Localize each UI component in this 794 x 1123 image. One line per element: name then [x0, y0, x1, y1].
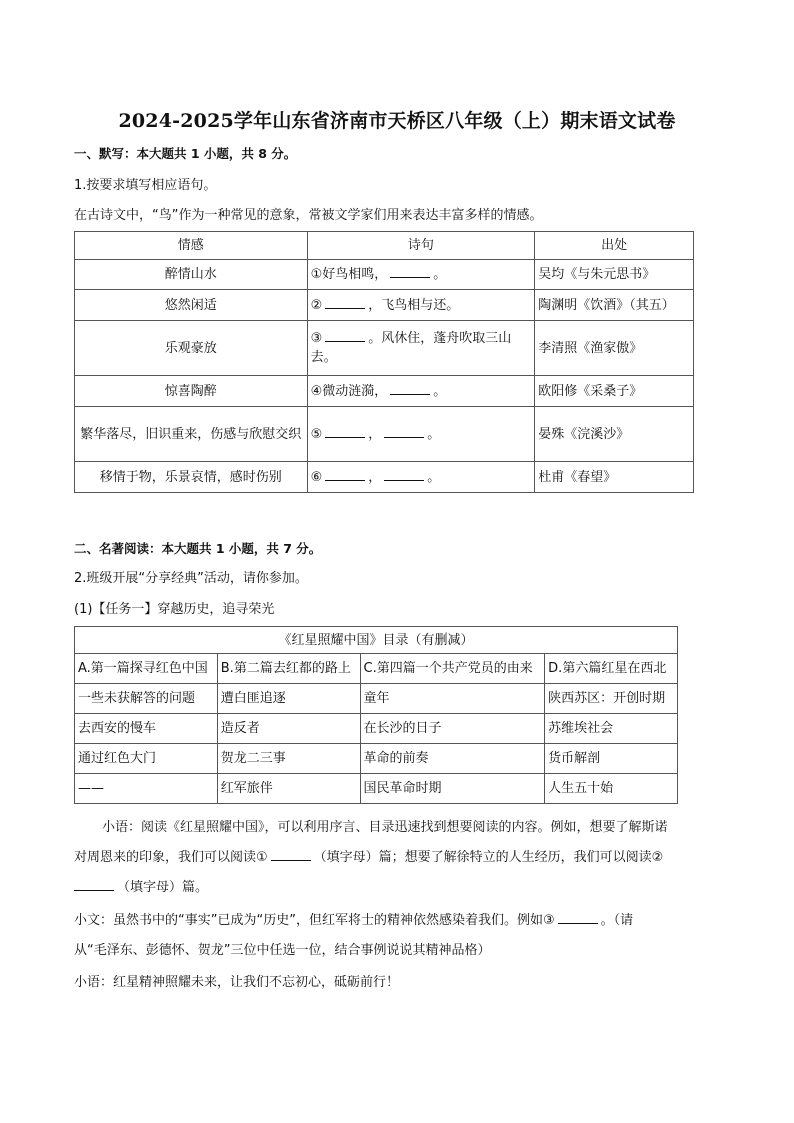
emotion-cell: 醉情山水 — [75, 260, 308, 290]
contents-cell: 一些未获解答的问题 — [75, 684, 218, 714]
contents-header: A.第一篇探寻红色中国 — [75, 654, 218, 684]
verse-text: 。 — [427, 426, 441, 442]
xiaoyu-paragraph-line-2 — [74, 848, 663, 868]
xiaoyu-text: （填字母）篇；想要了解徐特立的人生经历，我们可以阅读② — [313, 850, 664, 865]
xiaoyu-text: 对周恩来的印象，我们可以阅读① — [74, 850, 268, 865]
answer-blank-2[interactable] — [74, 878, 114, 891]
verse-text: 。 — [433, 383, 447, 399]
emotion-cell: 繁华落尽，旧识重来，伤感与欣慰交织 — [75, 407, 308, 462]
contents-cell: 革命的前奏 — [360, 744, 545, 774]
contents-cell: 造反者 — [217, 714, 360, 744]
verse-cell — [307, 290, 535, 321]
xiaowen-text: 。（请 — [600, 913, 634, 928]
contents-header: C.第四篇一个共产党员的由来 — [360, 654, 545, 684]
contents-header: D.第六篇红星在西北 — [545, 654, 678, 684]
answer-blank[interactable] — [325, 468, 365, 481]
contents-cell: 童年 — [360, 684, 545, 714]
contents-cell: 货币解剖 — [545, 744, 678, 774]
answer-blank[interactable] — [384, 425, 424, 438]
xiaoyu-paragraph-line-1: 小语：阅读《红星照耀中国》，可以利用序言、目录迅速找到想要阅读的内容。例如，想要了解斯诺 — [102, 820, 668, 835]
contents-cell: 苏维埃社会 — [545, 714, 678, 744]
emotion-cell: 移情于物，乐景哀情，感时伤别 — [75, 462, 308, 493]
contents-cell: 陕西苏区：开创时期 — [545, 684, 678, 714]
verse-text: 。 — [433, 267, 447, 282]
xiaowen-paragraph-line-1 — [74, 911, 633, 931]
verse-text: ， — [368, 469, 382, 485]
source-cell: 李清照《渔家傲》 — [535, 321, 694, 376]
source-cell: 晏殊《浣溪沙》 — [535, 407, 694, 462]
source-cell: 陶渊明《饮酒》（其五） — [535, 290, 694, 321]
verse-text: ② — [310, 297, 323, 313]
answer-blank[interactable] — [390, 382, 430, 395]
xiaowen-text: 小文：虽然书中的“事实”已成为“历史”，但红军将士的精神依然感染着我们。例如③ — [74, 913, 555, 928]
source-cell: 吴均《与朱元思书》 — [535, 260, 694, 290]
verse-text: ，飞鸟相与还。 — [368, 297, 460, 313]
xiaoyu-closing: 小语：红星精神照耀未来，让我们不忘初心，砥砺前行！ — [74, 975, 400, 990]
verse-text: ④微动涟漪， — [310, 383, 388, 399]
question-2-prompt: 2.班级开展“分享经典”活动，请你参加。 — [74, 571, 308, 586]
contents-cell: 红军旅伴 — [217, 774, 360, 804]
question-1-intro: 在古诗文中，“鸟”作为一种常见的意象，常被文学家们用来表达丰富多样的情感。 — [74, 208, 543, 223]
verse-text: ①好鸟相鸣， — [310, 267, 388, 282]
task-1-heading: (1)【任务一】穿越历史，追寻荣光 — [74, 602, 275, 617]
emotion-cell: 乐观豪放 — [75, 321, 308, 376]
header-emotion: 情感 — [75, 232, 308, 260]
verse-text: ， — [368, 426, 382, 442]
contents-cell: 在长沙的日子 — [360, 714, 545, 744]
emotion-cell: 悠然闲适 — [75, 290, 308, 321]
answer-blank[interactable] — [325, 425, 365, 438]
contents-cell: 人生五十始 — [545, 774, 678, 804]
contents-cell: 国民革命时期 — [360, 774, 545, 804]
question-1-prompt: 1.按要求填写相应语句。 — [74, 178, 217, 193]
xiaoyu-text: （填字母）篇。 — [117, 880, 209, 895]
contents-cell: —— — [75, 774, 218, 804]
answer-blank-1[interactable] — [271, 848, 311, 861]
verse-text: 。 — [427, 469, 441, 485]
contents-cell: 去西安的慢车 — [75, 714, 218, 744]
answer-blank[interactable] — [384, 468, 424, 481]
verse-text: ③ — [310, 331, 323, 346]
xiaoyu-paragraph-line-3 — [74, 878, 208, 898]
header-source: 出处 — [535, 232, 694, 260]
answer-blank[interactable] — [325, 329, 365, 342]
verse-cell — [307, 376, 535, 407]
exam-title: 2024-2025学年山东省济南市天桥区八年级（上）期末语文试卷 — [118, 110, 676, 132]
verse-cell — [307, 321, 535, 376]
verse-cell — [307, 462, 535, 493]
verse-cell — [307, 260, 535, 290]
answer-blank[interactable] — [325, 296, 365, 309]
contents-table — [74, 626, 678, 804]
verse-text: ⑥ — [310, 469, 323, 485]
emotion-cell: 惊喜陶醉 — [75, 376, 308, 407]
answer-blank[interactable] — [390, 265, 430, 278]
poetry-table — [74, 231, 694, 493]
contents-cell: 遭白匪追逐 — [217, 684, 360, 714]
section-2-heading: 二、名著阅读：本大题共 1 小题，共 7 分。 — [74, 541, 322, 556]
section-1-heading: 一、默写：本大题共 1 小题，共 8 分。 — [74, 146, 297, 161]
answer-blank-3[interactable] — [558, 911, 598, 924]
contents-cell: 贺龙二三事 — [217, 744, 360, 774]
verse-cell — [307, 407, 535, 462]
verse-text: ⑤ — [310, 426, 323, 442]
contents-header: B.第二篇去红都的路上 — [217, 654, 360, 684]
source-cell: 杜甫《春望》 — [535, 462, 694, 493]
xiaowen-paragraph-line-2: 从“毛泽东、彭德怀、贺龙”三位中任选一位，结合事例说说其精神品格） — [74, 943, 491, 958]
contents-cell: 通过红色大门 — [75, 744, 218, 774]
contents-caption: 《红星照耀中国》目录（有删减） — [75, 627, 678, 654]
header-verse: 诗句 — [307, 232, 535, 260]
verse-text: 。风休住，蓬舟吹取三山去。 — [310, 331, 512, 365]
source-cell: 欧阳修《采桑子》 — [535, 376, 694, 407]
